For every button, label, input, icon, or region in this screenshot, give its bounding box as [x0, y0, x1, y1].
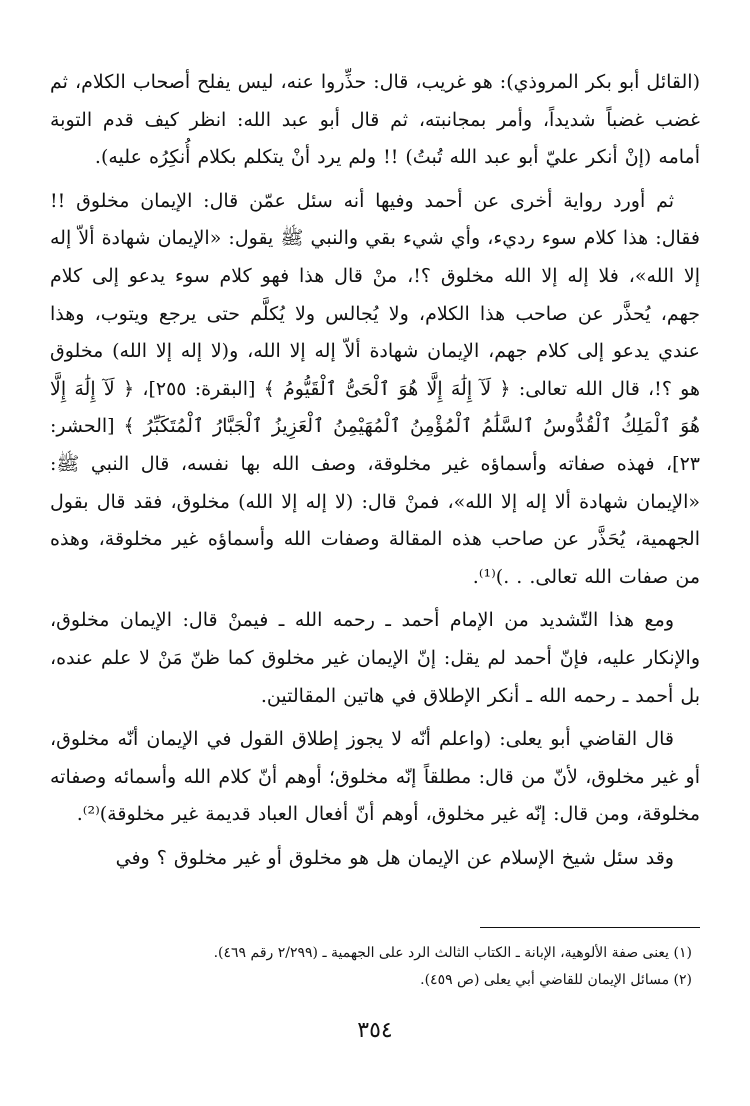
paragraph-1: (القائل أبو بكر المروذي): هو غريب، قال: حذِّروا عنه، ليس يفلح أصحاب الكلام، ثم غضب غضباً شديداً، وأمر بمجانبته، ثم قال أبو عبد الله: انظر كيف قدم التوبة أمامه (إنْ أنكر عليّ أبو عبد الله تُبتُ) !! ولم يرد أنْ يتكلم بكلام أُنكِرُه عليه).	[49, 71, 700, 169]
paragraph-5: وقد سئل شيخ الإسلام عن الإيمان هل هو مخلوق أو غير مخلوق ؟ وفي	[115, 846, 674, 869]
footnote-divider	[480, 927, 700, 928]
paragraph-2: ثم أورد رواية أخرى عن أحمد وفيها أنه سئل عمّن قال: الإيمان مخلوق !! فقال: هذا كلام سوء رديء، وأي شيء بقي والنبي ﷺ يقول: «الإيمان شهادة ألاّ إله إلا الله»، فلا إله إلا الله مخلوق ؟!، منْ قال هذا فهو كلام سوء يدعو إلى كلام جهم، يُحذَّر عن صاحب هذا الكلام، ولا يُجالس ولا يُكلَّم حتى يرجع ويتوب، وهذا عندي يدعو إلى كلام جهم، الإيمان شهادة ألاّ إله إلا الله، و(لا إله إلا الله) مخلوق هو ؟!، قال الله تعالى: ﴿ لَآ إِلَٰهَ إِلَّا هُوَ ٱلْحَىُّ ٱلْقَيُّومُ ﴾ [البقرة: ٢٥٥]، ﴿ لَآ إِلَٰهَ إِلَّا هُوَ ٱلْمَلِكُ ٱلْقُدُّوسُ ٱلسَّلَٰمُ ٱلْمُؤْمِنُ ٱلْمُهَيْمِنُ ٱلْعَزِيزُ ٱلْجَبَّارُ ٱلْمُتَكَبِّرُ ﴾ [الحشر: ٢٣]، فهذه صفاته وأسماؤه غير مخلوقة، وصف الله بها نفسه، قال النبي ﷺ: «الإيمان شهادة ألا إله إلا الله»، فمنْ قال: (لا إله إلا الله) مخلوق، فقد قال بقول الجهمية، يُحَذَّر عن صاحب هذه المقالة وصفات الله وأسماؤه غير مخلوقة، وهذه من صفات الله تعالى. . .)⁽¹⁾.	[50, 189, 700, 588]
footnotes	[50, 940, 700, 994]
paragraph-3: ومع هذا التّشديد من الإمام أحمد ـ رحمه الله ـ فيمنْ قال: الإيمان مخلوق، والإنكار عليه، فإنّ أحمد لم يقل: إنّ الإيمان غير مخلوق كما ظنّ مَنْ لا علم عنده، بل أحمد ـ رحمه الله ـ أنكر الإطلاق في هاتين المقالتين.	[50, 609, 700, 707]
footnote-1: (١) يعنى صفة الألوهية، الإبانة ـ الكتاب الثالث الرد على الجهمية ـ (٢/٢٩٩ رقم ٤٦٩).	[213, 945, 692, 961]
footnote-2: (٢) مسائل الإيمان للقاضي أبي يعلى (ص ٤٥٩).	[420, 972, 692, 988]
main-text	[50, 64, 700, 883]
paragraph-4: قال القاضي أبو يعلى: (واعلم أنّه لا يجوز إطلاق القول في الإيمان أنّه مخلوق، أو غير مخلوق، لأنّ من قال: مطلقاً إنّه مخلوق؛ أوهم أنّ كلام الله وأسمائه وصفاته مخلوقة، ومن قال: إنّه غير مخلوق، أوهم أنّ أفعال العباد قديمة غير مخلوقة)⁽²⁾.	[50, 728, 700, 826]
page-number: ٣٥٤	[357, 1018, 393, 1043]
